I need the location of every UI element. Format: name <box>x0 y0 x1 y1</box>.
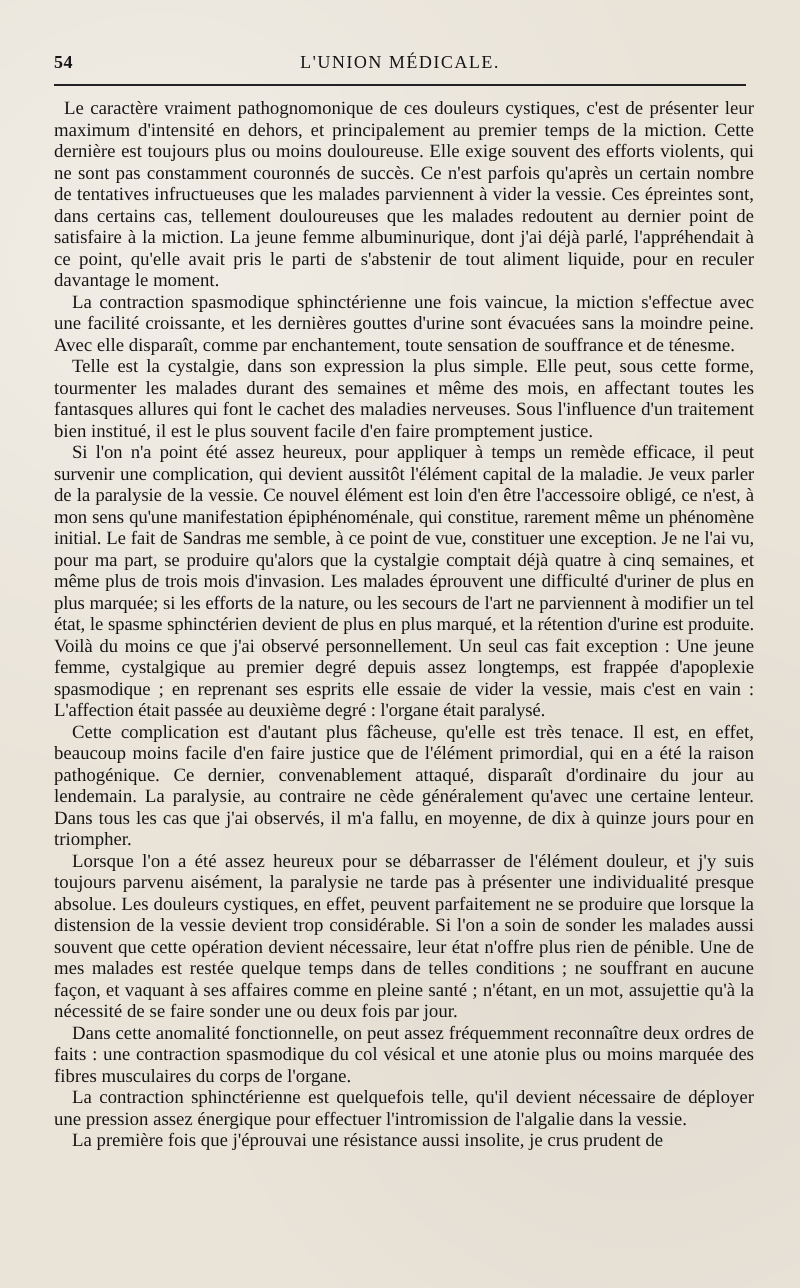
paragraph-7: Dans cette anomalité fonctionnelle, on peut assez fréquemment reconnaître deux ordres de faits : une contraction spasmodique du col vésical et une atonie plus ou moins marquée des fibres musculaires du corps de l'organe. <box>54 1022 754 1087</box>
running-head: L'UNION MÉDICALE. <box>300 52 500 72</box>
page-header <box>54 44 746 78</box>
article-body <box>54 98 754 1152</box>
paragraph-1: Le caractère vraiment pathognomonique de ces douleurs cystiques, c'est de présenter leur maximum d'intensité en dehors, et principalement au premier temps de la miction. Cette dernière est toujours plus ou moins douloureuse. Elle exige souvent des efforts violents, qui ne sont pas constamment couronnés de succès. Ce n'est parfois qu'après un certain nombre de tentatives infructueuses que les malades parviennent à vider la vessie. Ces épreintes sont, dans certains cas, tellement douloureuses que les malades redoutent au dernier point de satisfaire à la miction. La jeune femme albuminurique, dont j'ai déjà parlé, l'appréhendait à ce point, qu'elle avait pris le parti de s'abstenir de tout aliment liquide, pour en reculer davantage le moment. <box>54 98 754 291</box>
paragraph-4: Si l'on n'a point été assez heureux, pour appliquer à temps un remède efficace, il peut survenir une complication, qui devient aussitôt l'élément capital de la maladie. Je veux parler de la paralysie de la vessie. Ce nouvel élément est loin d'en être l'accessoire obligé, ce n'est, à mon sens qu'une manifestation épiphénoménale, qui constitue, rarement même un phénomène initial. Le fait de Sandras me semble, à ce point de vue, constituer une exception. Je ne l'ai vu, pour ma part, se produire qu'alors que la cystalgie comptait déjà quatre à cinq semaines, et même plus de trois mois d'invasion. Les malades éprouvent une difficulté d'uriner de plus en plus marquée; si les efforts de la nature, ou les secours de l'art ne parviennent à modifier un tel état, le spasme sphinctérien devient de plus en plus marqué, et la rétention d'urine est produite. Voilà du moins ce que j'ai observé personnellement. Un seul cas fait exception : Une jeune femme, cystalgique au premier degré depuis assez longtemps, est frappée d'apoplexie spasmodique ; en reprenant ses esprits elle essaie de vider la vessie, mais c'est en vain : L'affection était passée au deuxième degré : l'organe était paralysé. <box>54 442 754 721</box>
paragraph-2: La contraction spasmodique sphinctérienne une fois vaincue, la miction s'effectue avec une facilité croissante, et les dernières gouttes d'urine sont évacuées sans la moindre peine. Avec elle disparaît, comme par enchantement, toute sensation de souffrance et de ténesme. <box>54 291 754 356</box>
paragraph-5: Cette complication est d'autant plus fâcheuse, qu'elle est très tenace. Il est, en effet, beaucoup moins facile d'en faire justice que de l'élément primordial, qui en a été la raison pathogénique. Ce dernier, convenablement attaqué, disparaît d'ordinaire du jour au lendemain. La paralysie, au contraire ne cède généralement qu'avec une certaine lenteur. Dans tous les cas que j'ai observés, il m'a fallu, en moyenne, de dix à quinze jours pour en triompher. <box>54 721 754 850</box>
header-rule <box>54 84 746 86</box>
page-number: 54 <box>54 52 73 72</box>
paragraph-6: Lorsque l'on a été assez heureux pour se débarrasser de l'élément douleur, et j'y suis toujours parvenu aisément, la paralysie ne tarde pas à présenter une individualité presque absolue. Les douleurs cystiques, en effet, peuvent parfaitement ne se produire que lorsque la distension de la vessie devient trop considérable. Si l'on a soin de sonder les malades aussi souvent que cette opération devient nécessaire, leur état n'offre plus rien de pénible. Une de mes malades est restée quelque temps dans de telles conditions ; ne souffrant en aucune façon, et vaquant à ses affaires comme en pleine santé ; n'étant, en un mot, assujettie qu'à la nécessité de se faire sonder une ou deux fois par jour. <box>54 850 754 1022</box>
paragraph-3: Telle est la cystalgie, dans son expression la plus simple. Elle peut, sous cette forme, tourmenter les malades durant des semaines et même des mois, en affectant toutes les fantasques allures qui font le cachet des maladies nerveuses. Sous l'influence d'un traitement bien institué, il est le plus souvent facile d'en faire promptement justice. <box>54 356 754 442</box>
paragraph-8: La contraction sphinctérienne est quelquefois telle, qu'il devient nécessaire de déployer une pression assez énergique pour effectuer l'intromission de l'algalie dans la vessie. <box>54 1087 754 1130</box>
paragraph-9: La première fois que j'éprouvai une résistance aussi insolite, je crus prudent de <box>72 1130 664 1151</box>
